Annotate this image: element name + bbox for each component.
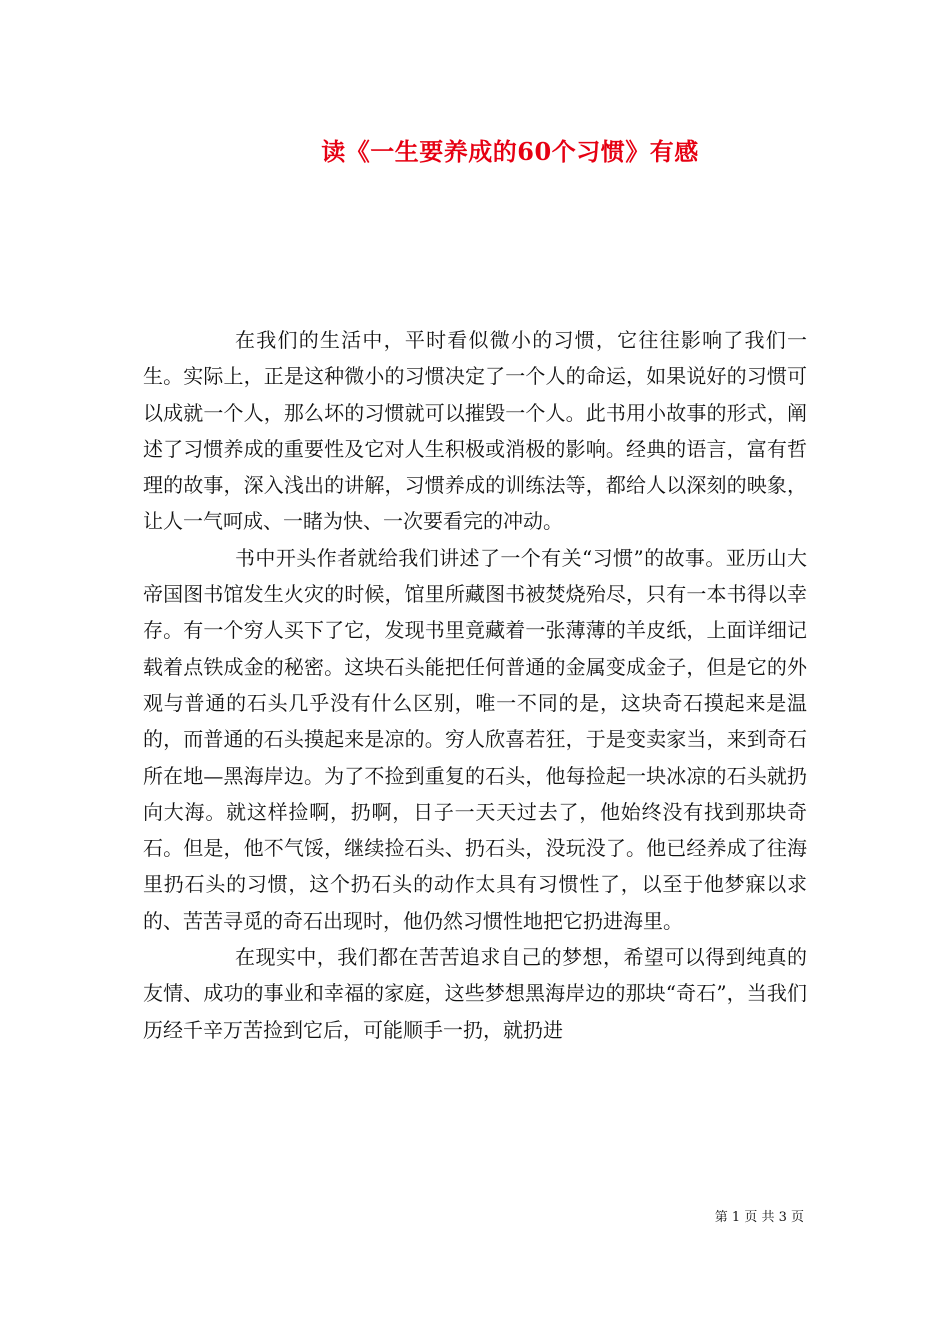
paragraph-3: 在现实中，我们都在苦苦追求自己的梦想，希望可以得到纯真的友情、成功的事业和幸福的家庭，这些梦想黑海岸边的那块“奇石”，当我们历经千辛万苦捡到它后，可能顺手一扔，就扔进 [143, 945, 807, 1042]
paragraph-2: 书中开头作者就给我们讲述了一个有关“习惯”的故事。亚历山大帝国图书馆发生火灾的时候，馆里所藏图书被焚烧殆尽，只有一本书得以幸存。有一个穷人买下了它，发现书里竟藏着一张薄薄的羊皮纸，上面详细记载着点铁成金的秘密。这块石头能把任何普通的金属变成金子，但是它的外观与普通的石头几乎没有什么区别，唯一不同的是，这块奇石摸起来是温的，而普通的石头摸起来是凉的。穷人欣喜若狂，于是变卖家当，来到奇石所在地—黑海岸边。为了不捡到重复的石头，他每捡起一块冰凉的石头就扔向大海。就这样捡啊，扔啊，日子一天天过去了，他始终没有找到那块奇石。但是，他不气馁，继续捡石头、扔石头，没玩没了。他已经养成了往海里扔石头的习惯，这个扔石头的动作太具有习惯性了，以至于他梦寐以求的、苦苦寻觅的奇石出现时，他仍然习惯性地把它扔进海里。 [143, 545, 807, 933]
paragraph-1: 在我们的生活中，平时看似微小的习惯，它往往影响了我们一生。实际上，正是这种微小的习惯决定了一个人的命运，如果说好的习惯可以成就一个人，那么坏的习惯就可以摧毁一个人。此书用小故事的形式，阐述了习惯养成的重要性及它对人生积极或消极的影响。经典的语言，富有哲理的故事，深入浅出的讲解，习惯养成的训练法等，都给人以深刻的映象，让人一气呵成、一睹为快、一次要看完的冲动。 [143, 328, 807, 534]
page-number-footer: 第 1 页 共 3 页 [714, 1210, 804, 1225]
document-body [143, 322, 807, 1048]
document-title: 读《一生要养成的60个习惯》有感 [321, 137, 699, 166]
